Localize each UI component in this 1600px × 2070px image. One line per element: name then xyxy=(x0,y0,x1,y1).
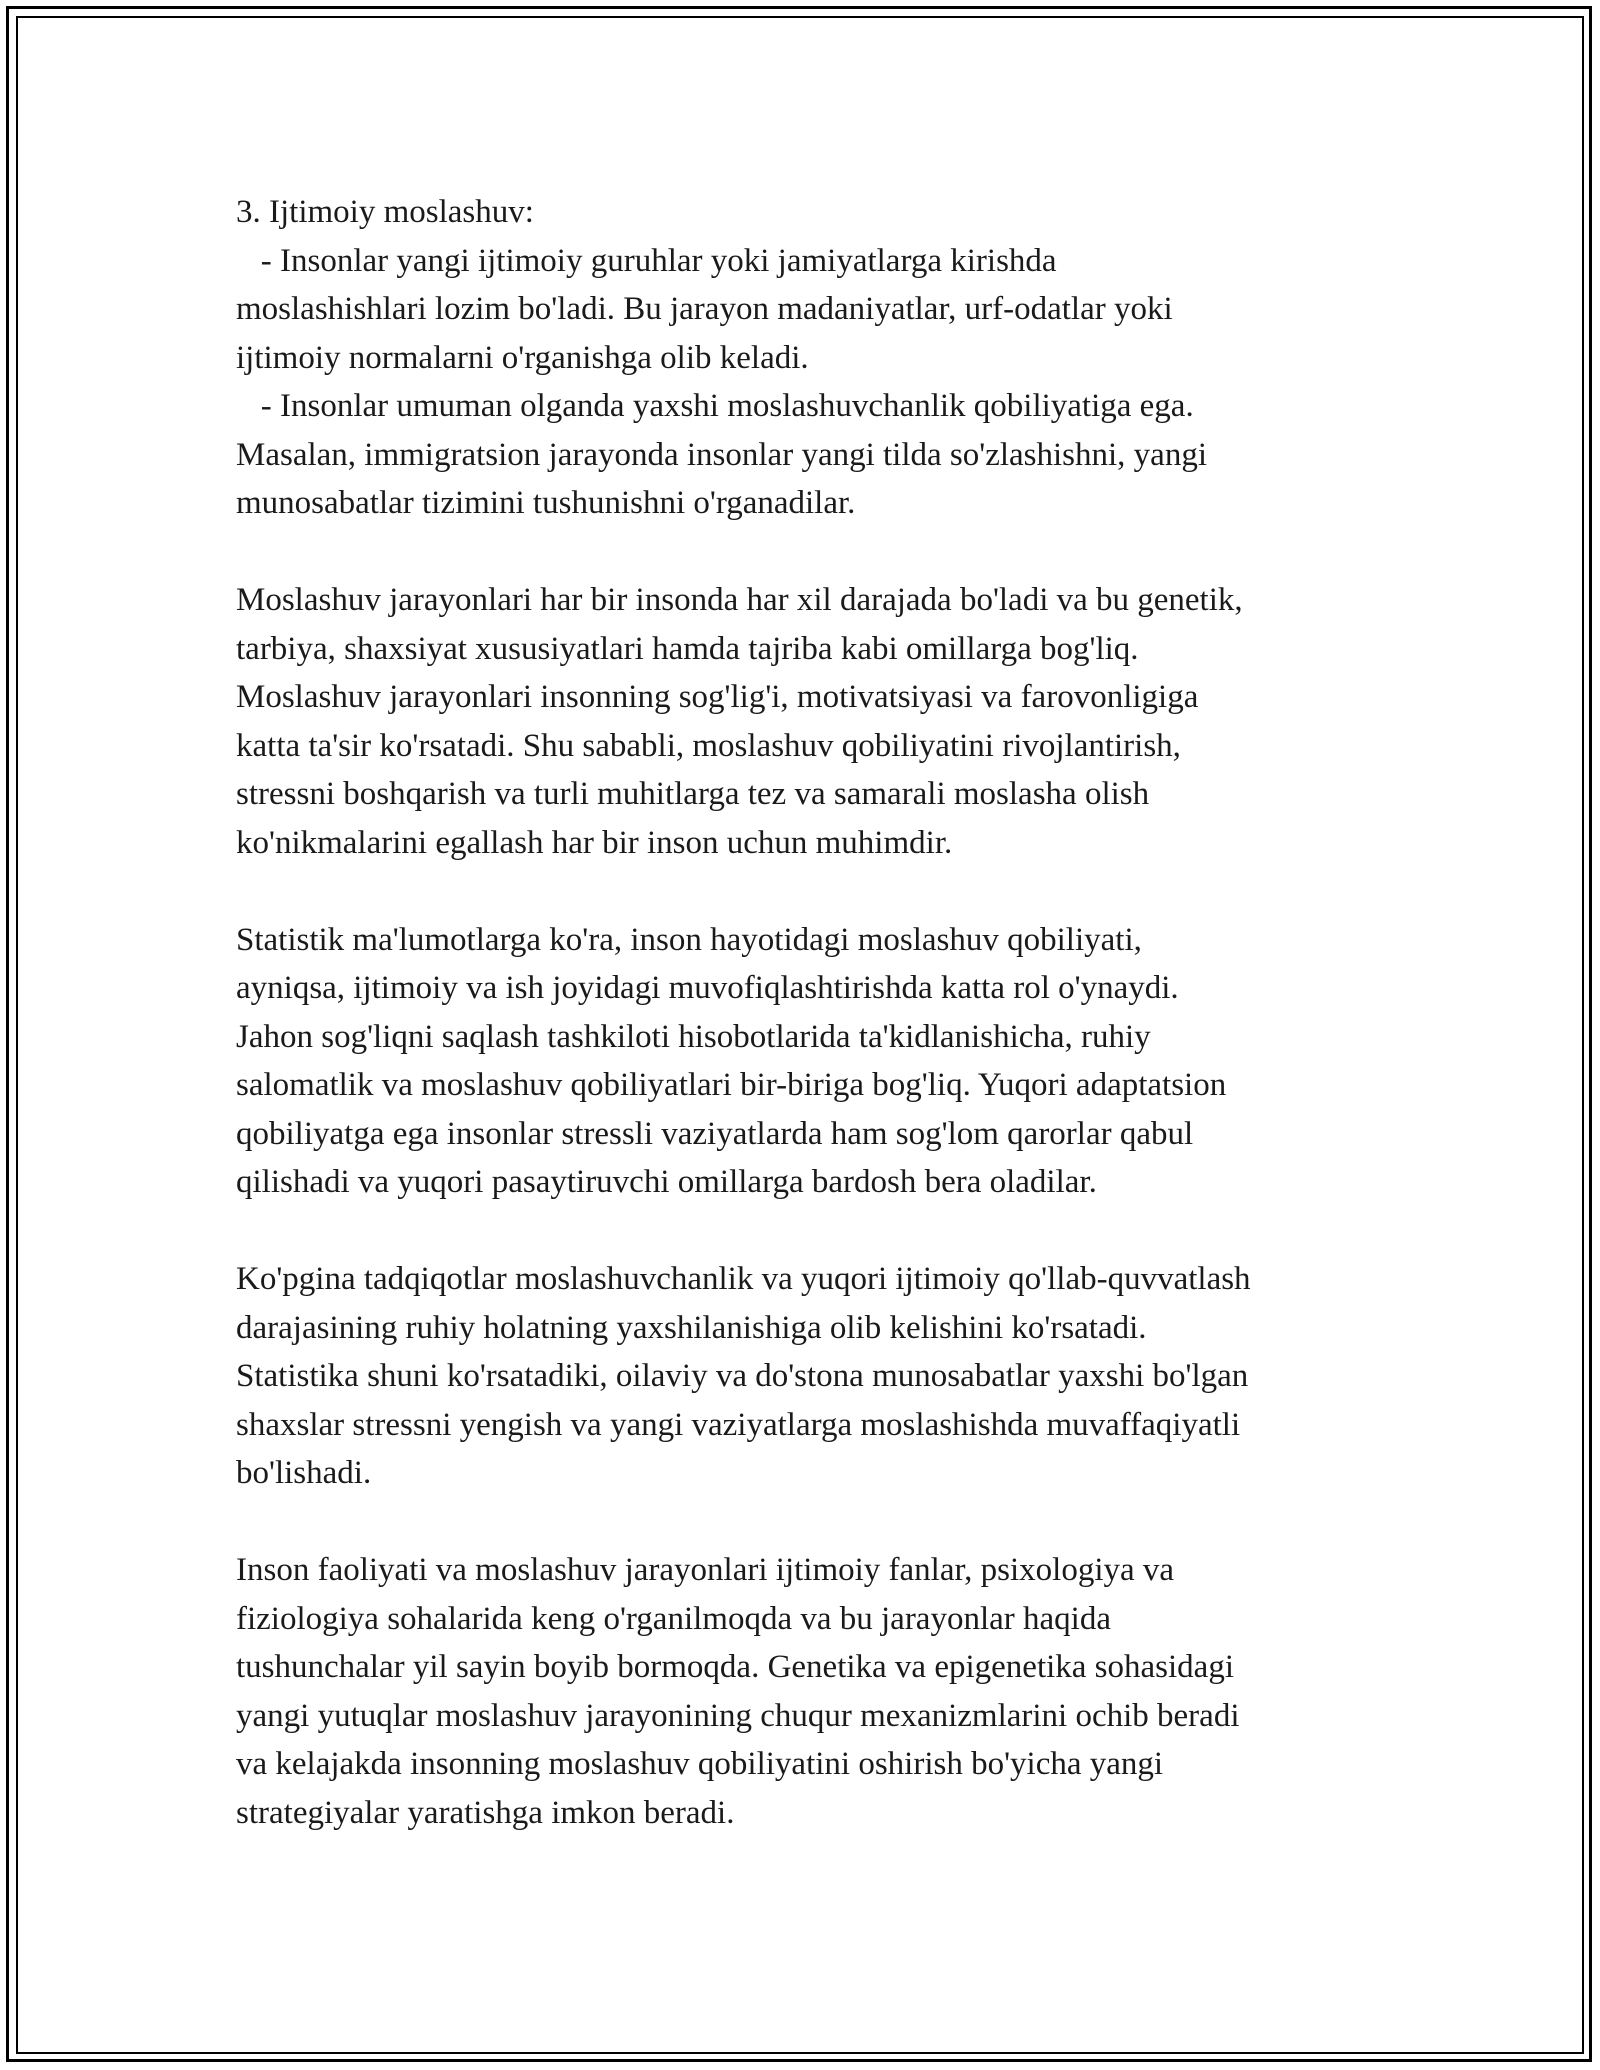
paragraph-statistik-malumotlar xyxy=(236,916,1396,1207)
text-line: ko'nikmalarini egallash har bir inson uchun muhimdir. xyxy=(236,824,953,861)
text-line: - Insonlar umuman olganda yaxshi moslashuvchanlik qobiliyatiga ega. xyxy=(236,388,1194,424)
text-line: katta ta'sir ko'rsatadi. Shu sababli, moslashuv qobiliyatini rivojlantirish, xyxy=(236,727,1181,764)
text-line: darajasining ruhiy holatning yaxshilanishiga olib kelishini ko'rsatadi. xyxy=(236,1309,1147,1346)
text-line: Statistika shuni ko'rsatadiki, oilaviy va do'stona munosabatlar yaxshi bo'lgan xyxy=(236,1358,1249,1394)
text-line: fiziologiya sohalarida keng o'rganilmoqda va bu jarayonlar haqida xyxy=(236,1600,1111,1637)
text-line: munosabatlar tizimini tushunishni o'rganadilar. xyxy=(236,485,856,521)
text-line: Ko'pgina tadqiqotlar moslashuvchanlik va yuqori ijtimoiy qo'llab-quvvatlash xyxy=(236,1261,1251,1297)
text-line: yangi yutuqlar moslashuv jarayonining chuqur mexanizmlarini ochib beradi xyxy=(236,1697,1240,1734)
text-line: qobiliyatga ega insonlar stressli vaziyatlarda ham sog'lom qarorlar qabul xyxy=(236,1115,1194,1152)
text-line: moslashishlari lozim bo'ladi. Bu jarayon madaniyatlar, urf-odatlar yoki xyxy=(236,291,1173,327)
text-line: Moslashuv jarayonlari insonning sog'lig'i, motivatsiyasi va farovonligiga xyxy=(236,679,1199,715)
text-line: tarbiya, shaxsiyat xususiyatlari hamda tajriba kabi omillarga bog'liq. xyxy=(236,630,1139,667)
paragraph-moslashuv-jarayonlari xyxy=(236,576,1396,867)
text-line: ayniqsa, ijtimoiy va ish joyidagi muvofiqlashtirishda katta rol o'ynaydi. xyxy=(236,970,1179,1006)
text-line: stressni boshqarish va turli muhitlarga tez va samarali moslasha olish xyxy=(236,776,1150,812)
text-line: Masalan, immigratsion jarayonda insonlar yangi tilda so'zlashishni, yangi xyxy=(236,436,1208,473)
text-line: Moslashuv jarayonlari har bir insonda har xil darajada bo'ladi va bu genetik, xyxy=(236,582,1243,618)
text-line: ijtimoiy normalarni o'rganishga olib keladi. xyxy=(236,339,809,376)
document-body xyxy=(236,188,1396,1837)
text-line: tushunchalar yil sayin boyib bormoqda. Genetika va epigenetika sohasidagi xyxy=(236,1649,1234,1685)
paragraph-inson-faoliyati xyxy=(236,1546,1396,1837)
paragraph-ijtimoiy-moslashuv xyxy=(236,188,1396,528)
text-line: - Insonlar yangi ijtimoiy guruhlar yoki jamiyatlarga kirishda xyxy=(236,242,1057,279)
text-line: Inson faoliyati va moslashuv jarayonlari ijtimoiy fanlar, psixologiya va xyxy=(236,1552,1175,1588)
text-line: strategiyalar yaratishga imkon beradi. xyxy=(236,1794,735,1831)
text-line: shaxslar stressni yengish va yangi vaziyatlarga moslashishda muvaffaqiyatli xyxy=(236,1406,1241,1443)
text-line: bo'lishadi. xyxy=(236,1455,372,1491)
text-line: va kelajakda insonning moslashuv qobiliyatini oshirish bo'yicha yangi xyxy=(236,1746,1164,1782)
paragraph-tadqiqotlar xyxy=(236,1255,1396,1498)
text-line: Statistik ma'lumotlarga ko'ra, inson hayotidagi moslashuv qobiliyati, xyxy=(236,921,1142,958)
text-line: qilishadi va yuqori pasaytiruvchi omillarga bardosh bera oladilar. xyxy=(236,1164,1097,1200)
text-line: 3. Ijtimoiy moslashuv: xyxy=(236,194,534,230)
text-line: Jahon sog'liqni saqlash tashkiloti hisobotlarida ta'kidlanishicha, ruhiy xyxy=(236,1018,1151,1055)
text-line: salomatlik va moslashuv qobiliyatlari bir-biriga bog'liq. Yuqori adaptatsion xyxy=(236,1067,1227,1103)
